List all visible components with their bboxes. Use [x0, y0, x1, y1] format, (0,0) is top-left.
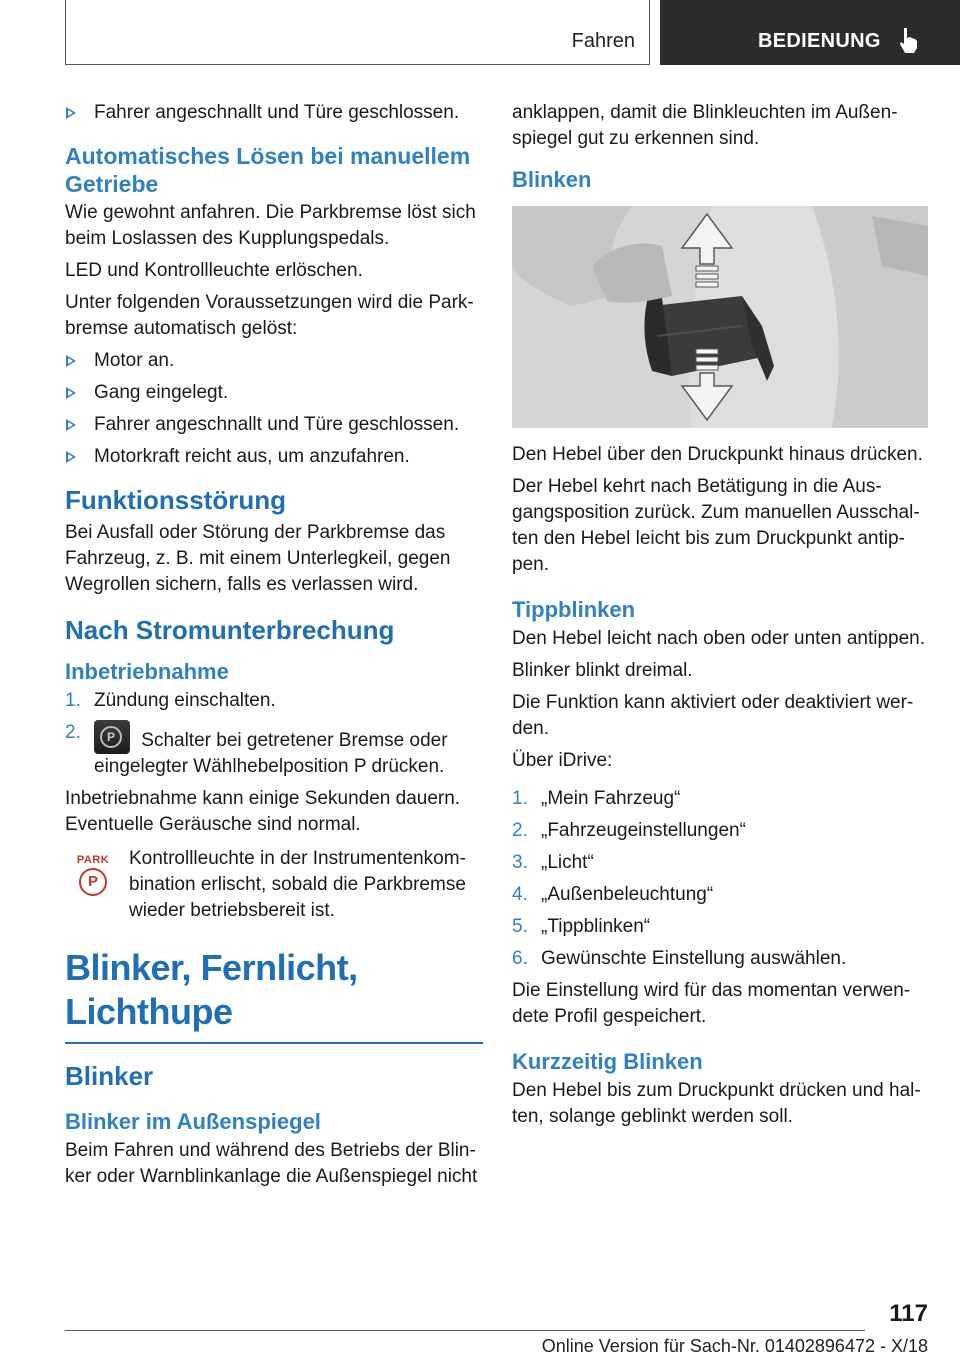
- paragraph: Blinker blinkt dreimal.: [512, 660, 693, 681]
- paragraph: Beim Fahren und während des Betriebs der Blinker oder Warnblinkanlage die Außenspiegel nicht: [65, 1140, 478, 1187]
- bullet-triangle-icon: [66, 387, 76, 399]
- list-item: [65, 348, 483, 374]
- heading-tap-blink: Tippblinken: [512, 597, 636, 622]
- header-section-label: Fahren: [571, 30, 635, 52]
- paragraph: Bei Ausfall oder Störung der Parkbremse das Fahrzeug, z. B. mit einem Unterlegkeil, gegen Wegrollen sichern, falls es verlassen wird.: [65, 522, 451, 595]
- list-item: [512, 914, 930, 940]
- list-item: [512, 946, 930, 972]
- list-item-text: „Mein Fahrzeug“: [541, 788, 681, 809]
- page-number: 117: [889, 1300, 928, 1327]
- paragraph: anklappen, damit die Blinkleuchten im Außenspiegel gut zu erkennen sind.: [512, 102, 898, 149]
- right-column: [512, 100, 930, 1136]
- paragraph: Den Hebel leicht nach oben oder unten antippen.: [512, 628, 926, 649]
- list-item-text: Motor an.: [94, 350, 175, 371]
- paragraph: Über iDrive:: [512, 750, 613, 771]
- turn-signal-lever-photo: [512, 206, 928, 428]
- list-number: 4.: [512, 884, 528, 905]
- list-item-text: Motorkraft reicht aus, um anzufahren.: [94, 446, 410, 467]
- list-number: 1.: [65, 690, 81, 711]
- paragraph: Wie gewohnt anfahren. Die Parkbremse löst sich beim Loslassen des Kupplungspedals.: [65, 202, 476, 249]
- heading-auto-release: Automatisches Lösen bei manuellem Getriebe: [65, 143, 471, 197]
- heading-malfunction: Funktionsstörung: [65, 485, 286, 515]
- paragraph: Unter folgenden Voraussetzungen wird die Parkbremse automatisch gelöst:: [65, 292, 474, 339]
- left-column: [65, 100, 483, 1196]
- list-item-text: Gewünschte Einstellung auswählen.: [541, 948, 847, 969]
- list-item-text: „Licht“: [541, 852, 594, 873]
- list-item: [65, 444, 483, 470]
- paragraph: Die Funktion kann aktiviert oder deaktiviert werden.: [512, 692, 914, 739]
- list-number: 6.: [512, 948, 528, 969]
- heading-mirror-blinker: Blinker im Außenspiegel: [65, 1109, 321, 1134]
- heading-divider: [65, 1042, 483, 1044]
- heading-blinken: Blinken: [512, 167, 592, 192]
- list-item: [512, 818, 930, 844]
- turn-signal-lever-illustration: [512, 206, 928, 428]
- list-item: [65, 100, 483, 126]
- bullet-triangle-icon: [66, 107, 76, 119]
- bullet-triangle-icon: [66, 451, 76, 463]
- heading-power-interruption: Nach Stromunterbrechung: [65, 615, 395, 645]
- footer-online-version: Online Version für Sach-Nr. 01402896472 - X/18: [541, 1336, 928, 1356]
- paragraph: Den Hebel bis zum Druckpunkt drücken und halten, solange geblinkt werden soll.: [512, 1080, 921, 1127]
- list-item-text: „Fahrzeugeinstellungen“: [541, 820, 746, 841]
- list-item-text: Fahrer angeschnallt und Türe geschlossen.: [94, 414, 460, 435]
- header-section-box: [65, 0, 650, 65]
- paragraph: LED und Kontrollleuchte erlöschen.: [65, 260, 363, 281]
- list-number: 2.: [512, 820, 528, 841]
- heading-short-blink: Kurzzeitig Blinken: [512, 1049, 703, 1074]
- paragraph: Die Einstellung wird für das momentan verwendete Profil gespeichert.: [512, 980, 911, 1027]
- list-item-text: Gang eingelegt.: [94, 382, 229, 403]
- bullet-triangle-icon: [66, 419, 76, 431]
- paragraph: Der Hebel kehrt nach Betätigung in die Ausgangsposition zurück. Zum manuellen Ausschalten den Hebel leicht bis zum Druckpunkt antippen.: [512, 476, 920, 575]
- list-item: [512, 850, 930, 876]
- list-item: [65, 380, 483, 406]
- chapter-heading: Blinker, Fernlicht, Lichthupe: [65, 947, 358, 1032]
- list-item: [512, 882, 930, 908]
- list-number: 1.: [512, 788, 528, 809]
- list-item-text: „Tippblinken“: [541, 916, 651, 937]
- warning-light-note: [65, 846, 483, 924]
- list-item-text: Zündung einschalten.: [94, 690, 276, 711]
- list-item: [65, 720, 483, 780]
- paragraph: Eventuelle Geräusche sind normal.: [65, 814, 361, 835]
- park-warning-light-icon: PARK P: [73, 854, 113, 900]
- list-item-text: Fahrer angeschnallt und Türe geschlossen.: [94, 102, 460, 123]
- list-number: 2.: [65, 722, 81, 743]
- list-item: [512, 786, 930, 812]
- bullet-triangle-icon: [66, 355, 76, 367]
- list-number: 3.: [512, 852, 528, 873]
- parking-brake-switch-icon: P: [94, 720, 130, 754]
- header-chapter-tab: [660, 0, 960, 65]
- list-item: [65, 688, 483, 714]
- heading-blinker: Blinker: [65, 1061, 154, 1091]
- paragraph: Kontrollleuchte in der Instrumentenkombination erlischt, sobald die Parkbremse wieder betriebsbereit ist.: [129, 848, 466, 921]
- paragraph: Inbetriebnahme kann einige Sekunden dauern.: [65, 788, 461, 809]
- list-item-text: Schalter bei getretener Bremse oder eingelegter Wählhebelposition P drücken.: [94, 730, 448, 777]
- heading-commissioning: Inbetriebnahme: [65, 659, 229, 684]
- hand-pointer-icon: [898, 26, 920, 54]
- list-item: [65, 412, 483, 438]
- footer-divider: [65, 1330, 865, 1331]
- list-number: 5.: [512, 916, 528, 937]
- list-item-text: „Außenbeleuchtung“: [541, 884, 714, 905]
- paragraph: Den Hebel über den Druckpunkt hinaus drücken.: [512, 444, 923, 465]
- header-chapter-label: BEDIENUNG: [758, 30, 881, 52]
